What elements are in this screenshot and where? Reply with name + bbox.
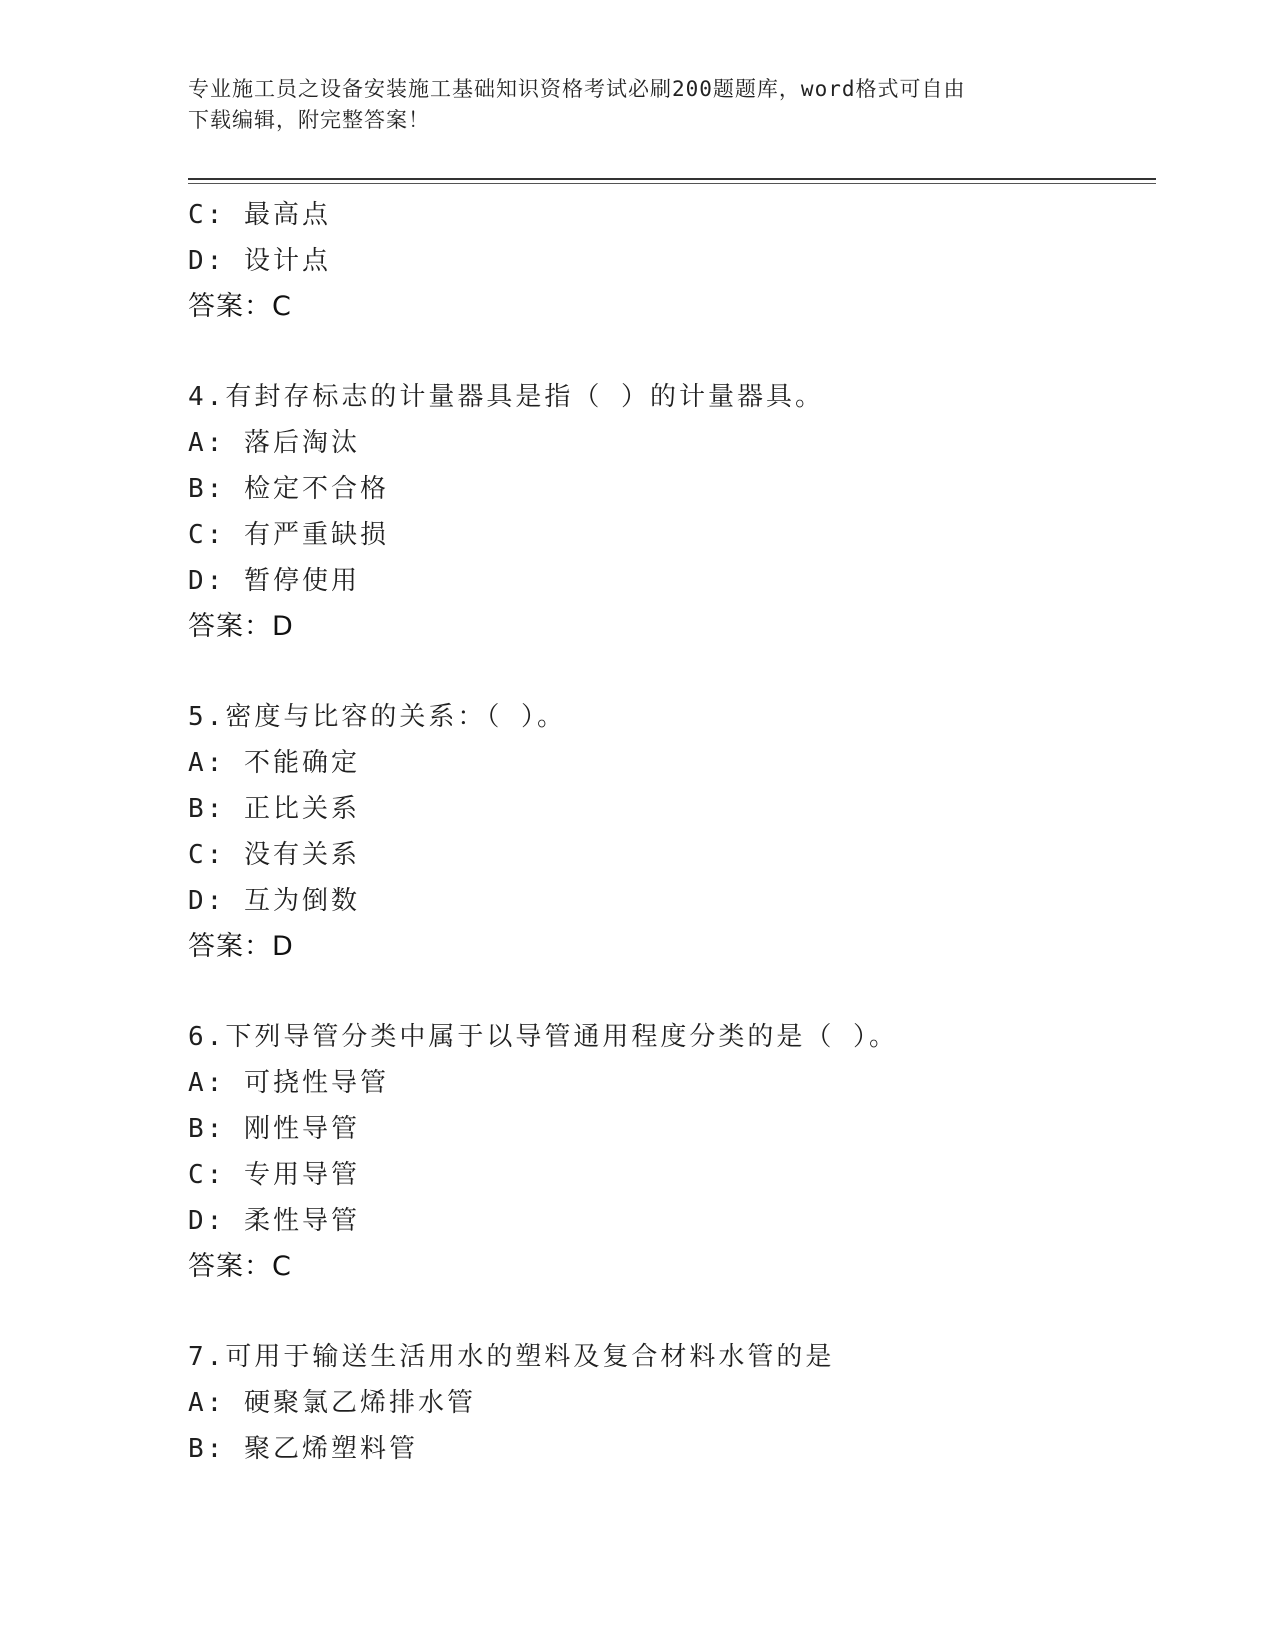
answer-line: 答案：C — [188, 291, 292, 322]
option-c: C: 专用导管 — [188, 1160, 360, 1190]
option-d: D: 设计点 — [188, 246, 331, 276]
option-c: C: 最高点 — [188, 200, 331, 230]
option-a: A: 可挠性导管 — [188, 1068, 389, 1098]
question-stem: 6.下列导管分类中属于以导管通用程度分类的是（ ）。 — [188, 1022, 898, 1052]
option-b: B: 刚性导管 — [188, 1114, 360, 1144]
question-5 — [188, 694, 1148, 970]
option-a: A: 硬聚氯乙烯排水管 — [188, 1388, 476, 1418]
question-6 — [188, 1014, 1148, 1290]
option-d: D: 互为倒数 — [188, 886, 360, 916]
answer-line: 答案：D — [188, 611, 294, 642]
option-a: A: 不能确定 — [188, 748, 360, 778]
page-header — [188, 74, 1088, 136]
option-d: D: 柔性导管 — [188, 1206, 360, 1236]
question-stem: 7.可用于输送生活用水的塑料及复合材料水管的是 — [188, 1342, 835, 1372]
question-7 — [188, 1334, 1148, 1472]
question-3-continued — [188, 192, 1148, 330]
option-b: B: 检定不合格 — [188, 474, 389, 504]
answer-line: 答案：C — [188, 1251, 292, 1282]
option-d: D: 暂停使用 — [188, 566, 360, 596]
answer-line: 答案：D — [188, 931, 294, 962]
option-b: B: 正比关系 — [188, 794, 360, 824]
option-a: A: 落后淘汰 — [188, 428, 360, 458]
option-c: C: 没有关系 — [188, 840, 360, 870]
question-stem: 5.密度与比容的关系：（ ）。 — [188, 702, 566, 732]
option-c: C: 有严重缺损 — [188, 520, 389, 550]
option-b: B: 聚乙烯塑料管 — [188, 1434, 418, 1464]
header-title-line-1: 专业施工员之设备安装施工基础知识资格考试必刷200题题库，word格式可自由 — [188, 77, 966, 101]
header-title-line-2: 下载编辑，附完整答案！ — [188, 108, 430, 132]
question-list — [188, 192, 1148, 1472]
question-4 — [188, 374, 1148, 650]
header-divider-thick — [188, 178, 1156, 180]
header-divider-thin — [188, 183, 1156, 184]
question-stem: 4.有封存标志的计量器具是指（ ）的计量器具。 — [188, 382, 824, 412]
